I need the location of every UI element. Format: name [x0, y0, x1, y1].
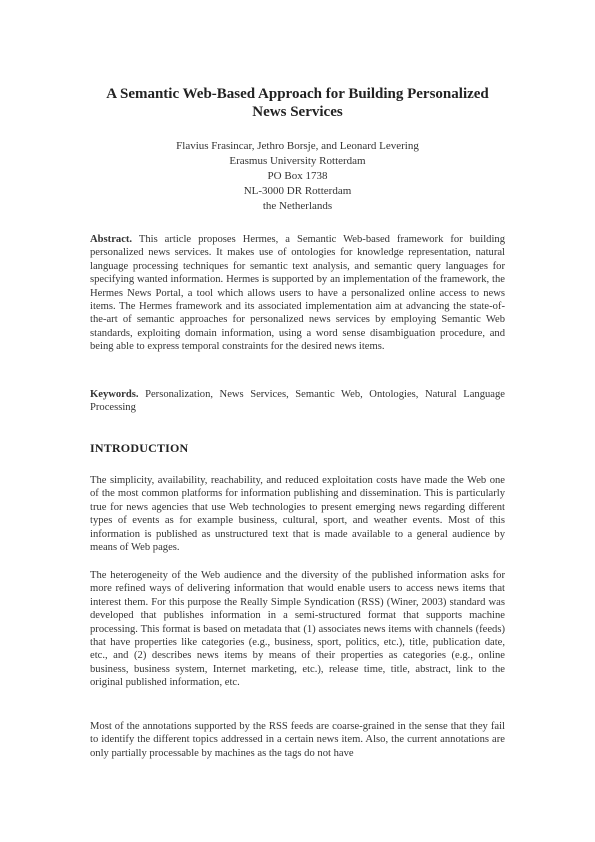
paper-title: A Semantic Web-Based Approach for Building Personalized News Services	[106, 86, 489, 120]
keywords-label: Keywords.	[90, 389, 139, 400]
intro-paragraph-3: Most of the annotations supported by the RSS feeds are coarse-grained in the sense that they fail to identify the different topics addressed in a certain news item. Also, the current annotations are only partially processable by machines as the tags do not have	[90, 721, 505, 759]
author-po-box: PO Box 1738	[267, 170, 328, 182]
author-city: NL-3000 DR Rotterdam	[243, 185, 352, 197]
intro-paragraph-1: The simplicity, availability, reachability, and reduced exploitation costs have made the Web one of the most common platforms for information publishing and dissemination. This is particularly true for news agencies that use Web technologies to present emerging news regarding different types of events as for example business, cultural, sport, and weather events. Most of this information is published as unstructured text that is made available to a general audience by means of Web pages.	[90, 475, 505, 554]
abstract	[90, 233, 505, 354]
intro-paragraph-2: The heterogeneity of the Web audience and the diversity of the published information asks for more refined ways of delivering information that would enable users to access news items that interest them. For this purpose the Really Simple Syndication (RSS) (Winer, 2003) standard was developed that publishes information in a semi-structured format that supports machine processing. This format is based on metadata that (1) associates news items with channels (feeds) that have properties like categories (e.g., business, sport, politics, etc.), title, publication date, etc., and (2) describes news items by means of their properties as categories (e.g., online business, business system, Internet marketing, etc.), release time, title, abstract, link to the original published information, etc.	[90, 570, 505, 689]
author-block	[90, 139, 505, 214]
author-names: Flavius Frasincar, Jethro Borsje, and Leonard Levering	[176, 140, 419, 152]
section-heading-introduction: INTRODUCTION	[90, 441, 189, 455]
keywords-text: Personalization, News Services, Semantic Web, Ontologies, Natural Language Processing	[90, 389, 505, 414]
author-affiliation: Erasmus University Rotterdam	[229, 155, 366, 167]
abstract-label: Abstract.	[90, 234, 133, 245]
keywords	[90, 388, 505, 415]
author-country: the Netherlands	[262, 200, 333, 212]
abstract-text: This article proposes Hermes, a Semantic Web-based framework for building personalized news services. It makes use of ontologies for knowledge representation, natural language processing techniques for semantic text analysis, and semantic query languages for specifying wanted information. Hermes is supported by an implementation of the framework, the Hermes News Portal, a tool which allows users to have a personalized online access to news items. The Hermes framework and its associated implementation aim at advancing the state-of-the-art of semantic approaches for personalized news services by employing Semantic Web standards, exploiting domain information, using a word sense disambiguation procedure, and being able to express temporal constraints for the desired news items.	[90, 234, 505, 353]
